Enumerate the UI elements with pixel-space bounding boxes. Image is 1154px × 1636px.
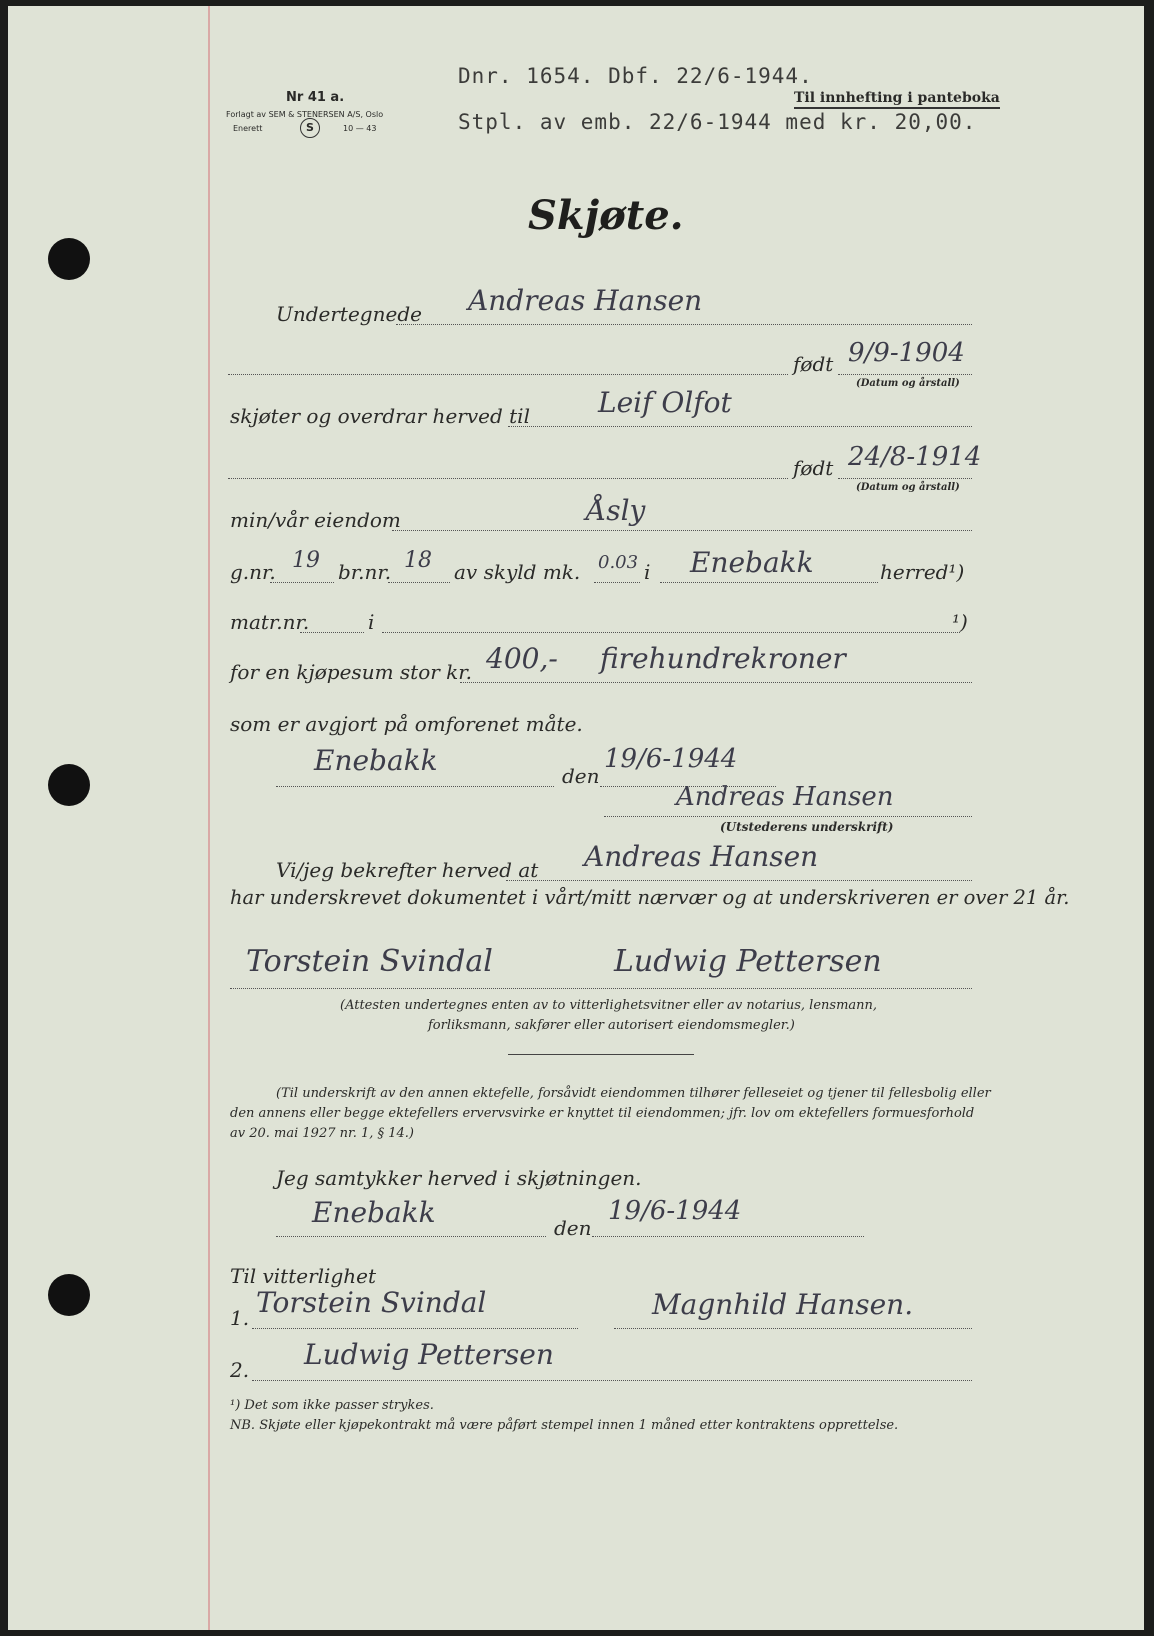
brnr-value: 18 bbox=[404, 548, 432, 573]
margin-line bbox=[208, 6, 210, 1630]
publisher-logo: S bbox=[300, 118, 320, 138]
transfer-label: skjøter og overdrar herved til bbox=[230, 404, 530, 428]
gnr-label: g.nr. bbox=[230, 560, 276, 584]
spouse-note-3: av 20. mai 1927 nr. 1, § 14.) bbox=[230, 1126, 414, 1141]
witness-name-1: Torstein Svindal bbox=[256, 1286, 487, 1319]
seller-birth-date: 9/9-1904 bbox=[848, 338, 965, 368]
confirm-name: Andreas Hansen bbox=[584, 840, 819, 873]
dotted-line bbox=[276, 1236, 546, 1237]
matrnr-label: matr.nr. bbox=[230, 610, 310, 634]
spouse-signature: Magnhild Hansen. bbox=[652, 1288, 914, 1321]
purchase-amount-words: firehundrekroner bbox=[600, 642, 846, 675]
punch-hole-bottom bbox=[48, 1274, 90, 1316]
dotted-line bbox=[382, 632, 960, 633]
divider bbox=[508, 1054, 694, 1055]
dotted-line bbox=[838, 478, 972, 479]
i-label: i bbox=[644, 560, 651, 584]
matrnr-footnote-mark: ¹) bbox=[952, 610, 968, 634]
vitterlighet-label: Til vitterlighet bbox=[230, 1264, 377, 1288]
spouse-note-2: den annens eller begge ektefellers ervervsvirke er knyttet til eiendommen; jfr. lov om ektefellers formuesforhold bbox=[230, 1106, 975, 1121]
dotted-line bbox=[592, 1236, 864, 1237]
publisher-enerett: Enerett bbox=[233, 124, 263, 133]
dotted-line bbox=[838, 374, 972, 375]
avgjort-text: som er avgjort på omforenet måte. bbox=[230, 712, 583, 736]
footnote-nb: NB. Skjøte eller kjøpekontrakt må være påført stempel innen 1 måned etter kontraktens opprettelse. bbox=[230, 1418, 899, 1433]
witness-signature-2: Ludwig Pettersen bbox=[614, 944, 882, 979]
undertegnede-label: Undertegnede bbox=[276, 302, 422, 326]
punch-hole-middle bbox=[48, 764, 90, 806]
punch-hole-top bbox=[48, 238, 90, 280]
fodt-label: født bbox=[793, 456, 834, 480]
dotted-line bbox=[660, 582, 878, 583]
registration-line: Dnr. 1654. Dbf. 22/6-1944. bbox=[458, 64, 813, 88]
purchase-amount: 400,- bbox=[486, 642, 558, 675]
den-label: den bbox=[554, 1216, 592, 1240]
dotted-line bbox=[508, 426, 972, 427]
consent-place: Enebakk bbox=[312, 1196, 436, 1229]
dotted-line bbox=[506, 880, 972, 881]
publisher-date: 10 — 43 bbox=[343, 124, 377, 133]
dotted-line bbox=[276, 786, 554, 787]
witness-signature-1: Torstein Svindal bbox=[246, 944, 493, 979]
dotted-line bbox=[614, 1328, 972, 1329]
fodt-label: født bbox=[793, 352, 834, 376]
confirm-text: har underskrevet dokumentet i vårt/mitt nærvær og at underskriveren er over 21 år. bbox=[230, 886, 1070, 909]
property-name: Åsly bbox=[586, 494, 646, 527]
confirm-label: Vi/jeg bekrefter herved at bbox=[276, 858, 539, 882]
dotted-line bbox=[392, 530, 972, 531]
sign-date: 19/6-1944 bbox=[604, 744, 738, 774]
witness-number-2: 2. bbox=[230, 1358, 250, 1382]
skyld-label: av skyld mk. bbox=[454, 560, 581, 584]
dotted-line bbox=[270, 582, 334, 583]
herred-label: herred¹) bbox=[880, 560, 965, 584]
datum-caption: (Datum og årstall) bbox=[856, 378, 960, 389]
issuer-signature: Andreas Hansen bbox=[676, 782, 894, 812]
witness-name-2: Ludwig Pettersen bbox=[304, 1338, 554, 1371]
consent-date: 19/6-1944 bbox=[608, 1196, 742, 1226]
dotted-line bbox=[252, 1380, 972, 1381]
i-label: i bbox=[368, 610, 375, 634]
pantebok-stamp: Til innhefting i panteboka bbox=[794, 90, 1000, 109]
attest-note-1: (Attesten undertegnes enten av to vitterlighetsvitner eller av notarius, lensmann, bbox=[340, 998, 878, 1013]
dotted-line bbox=[252, 1328, 578, 1329]
kjopesum-label: for en kjøpesum stor kr. bbox=[230, 660, 473, 684]
sign-place: Enebakk bbox=[314, 744, 438, 777]
document-title: Skjøte. bbox=[528, 192, 684, 239]
publisher-line: Forlagt av SEM & STENERSEN A/S, Oslo bbox=[226, 110, 384, 119]
dotted-line bbox=[460, 682, 972, 683]
stamp-duty-line: Stpl. av emb. 22/6-1944 med kr. 20,00. bbox=[458, 110, 977, 134]
witness-number-1: 1. bbox=[230, 1306, 250, 1330]
spouse-note-1: (Til underskrift av den annen ektefelle, forsåvidt eiendommen tilhører felleseiet og tjener til fellesbolig eller bbox=[276, 1086, 991, 1101]
skyld-value: 0.03 bbox=[598, 552, 639, 573]
dotted-line bbox=[388, 582, 450, 583]
issuer-caption: (Utstederens underskrift) bbox=[720, 820, 894, 834]
datum-caption: (Datum og årstall) bbox=[856, 482, 960, 493]
den-label: den bbox=[562, 764, 600, 788]
dotted-line bbox=[300, 632, 364, 633]
footnote-strike: ¹) Det som ikke passer strykes. bbox=[230, 1398, 434, 1413]
buyer-birth-date: 24/8-1914 bbox=[848, 442, 982, 472]
brnr-label: br.nr. bbox=[338, 560, 392, 584]
attest-note-2: forliksmann, sakfører eller autorisert eiendomsmegler.) bbox=[428, 1018, 795, 1033]
buyer-name: Leif Olfot bbox=[598, 386, 732, 419]
dotted-line bbox=[228, 478, 788, 479]
document-page bbox=[8, 6, 1144, 1630]
dotted-line bbox=[228, 374, 788, 375]
dotted-line bbox=[604, 816, 972, 817]
dotted-line bbox=[396, 324, 972, 325]
herred-value: Enebakk bbox=[690, 546, 814, 579]
dotted-line bbox=[230, 988, 972, 989]
gnr-value: 19 bbox=[292, 548, 320, 573]
eiendom-label: min/vår eiendom bbox=[230, 508, 401, 532]
dotted-line bbox=[594, 582, 640, 583]
consent-text: Jeg samtykker herved i skjøtningen. bbox=[276, 1166, 642, 1190]
seller-name: Andreas Hansen bbox=[468, 284, 703, 317]
form-number: Nr 41 a. bbox=[286, 90, 345, 105]
